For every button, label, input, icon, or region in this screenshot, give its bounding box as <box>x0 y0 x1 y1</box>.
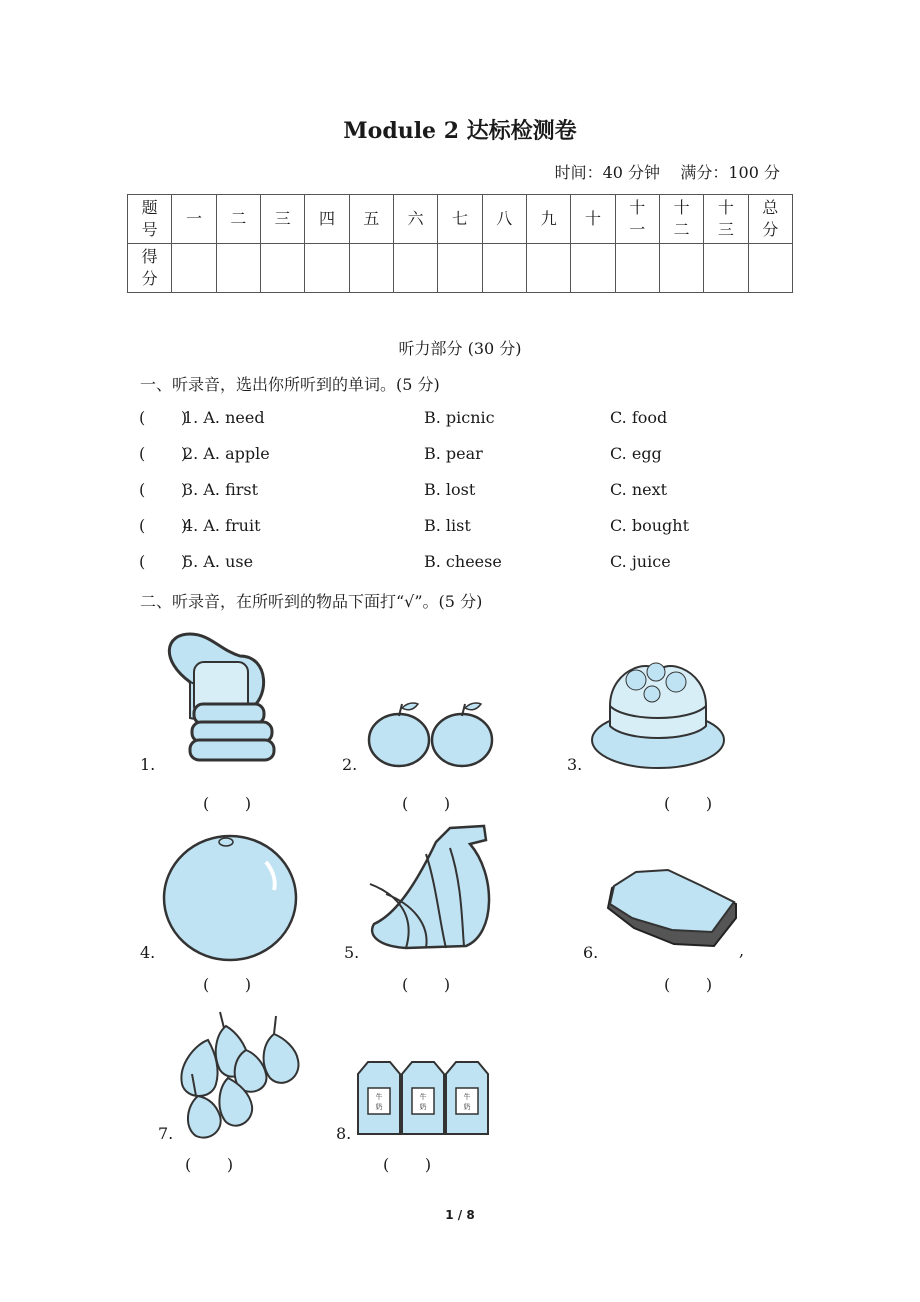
score-column-header: 一 <box>172 195 216 244</box>
score-column-header: 九 <box>526 195 570 244</box>
svg-text:奶: 奶 <box>463 1103 471 1111</box>
answer-blank[interactable]: ( ) <box>139 552 188 571</box>
score-column-header: 十 三 <box>704 195 748 244</box>
score-table-label: 题 号 <box>128 195 172 244</box>
bread-icon <box>160 630 280 770</box>
apples-icon <box>366 700 496 770</box>
score-cell[interactable] <box>305 244 349 293</box>
score-column-header: 二 <box>216 195 260 244</box>
score-column-header: 七 <box>438 195 482 244</box>
score-column-header: 十 二 <box>659 195 703 244</box>
orange-icon <box>162 832 298 962</box>
score-column-header: 十 一 <box>615 195 659 244</box>
pears-icon <box>176 1004 306 1140</box>
score-cell[interactable] <box>615 244 659 293</box>
svg-text:奶: 奶 <box>419 1103 427 1111</box>
answer-blank[interactable]: ( ) <box>139 480 188 499</box>
option-c: C. next <box>610 480 668 499</box>
option-a: 5. A. use <box>183 552 254 571</box>
score-cell[interactable] <box>260 244 304 293</box>
option-b: B. cheese <box>424 552 502 571</box>
option-c: C. bought <box>610 516 689 535</box>
item-number: 5. <box>344 943 360 962</box>
option-b: B. lost <box>424 480 476 499</box>
answer-blank[interactable]: ( ) <box>203 975 252 994</box>
page-number: 1 / 8 <box>445 1208 475 1222</box>
score-cell[interactable] <box>482 244 526 293</box>
cake-icon <box>590 646 726 770</box>
option-a: 4. A. fruit <box>183 516 261 535</box>
score-table <box>127 194 793 293</box>
item-number: 1. <box>140 755 156 774</box>
svg-text:牛: 牛 <box>375 1093 383 1101</box>
stray-comma: , <box>739 941 745 960</box>
answer-blank[interactable]: ( ) <box>139 516 188 535</box>
item-number: 7. <box>158 1124 174 1143</box>
option-a: 1. A. need <box>183 408 265 427</box>
svg-text:牛: 牛 <box>419 1093 427 1101</box>
answer-blank[interactable]: ( ) <box>402 975 451 994</box>
answer-blank[interactable]: ( ) <box>402 794 451 813</box>
answer-blank[interactable]: ( ) <box>203 794 252 813</box>
score-cell[interactable] <box>216 244 260 293</box>
svg-text:牛: 牛 <box>463 1093 471 1101</box>
answer-blank[interactable]: ( ) <box>664 975 713 994</box>
meat-icon <box>604 868 744 952</box>
bananas-icon <box>366 824 502 954</box>
option-c: C. food <box>610 408 668 427</box>
score-cell[interactable] <box>659 244 703 293</box>
score-cell[interactable] <box>172 244 216 293</box>
item-number: 8. <box>336 1124 352 1143</box>
score-column-header: 三 <box>260 195 304 244</box>
item-number: 6. <box>583 943 599 962</box>
score-column-header: 八 <box>482 195 526 244</box>
option-c: C. egg <box>610 444 662 463</box>
answer-blank[interactable]: ( ) <box>139 408 188 427</box>
answer-blank[interactable]: ( ) <box>664 794 713 813</box>
score-cell[interactable] <box>438 244 482 293</box>
score-cell[interactable] <box>748 244 792 293</box>
score-cell[interactable] <box>526 244 570 293</box>
part1-heading: 一、听录音，选出你所听到的单词。(5 分) <box>140 375 440 394</box>
score-column-header: 十 <box>571 195 615 244</box>
score-column-header: 五 <box>349 195 393 244</box>
svg-text:奶: 奶 <box>375 1103 383 1111</box>
score-cell[interactable] <box>571 244 615 293</box>
milk-icon <box>356 1058 492 1138</box>
item-number: 3. <box>567 755 583 774</box>
option-c: C. juice <box>610 552 671 571</box>
page-title: Module 2 达标检测卷 <box>343 118 577 144</box>
score-cell[interactable] <box>393 244 437 293</box>
option-b: B. picnic <box>424 408 495 427</box>
option-a: 2. A. apple <box>183 444 270 463</box>
score-cell[interactable] <box>704 244 748 293</box>
option-b: B. pear <box>424 444 483 463</box>
option-a: 3. A. first <box>183 480 259 499</box>
part2-heading: 二、听录音，在所听到的物品下面打“√”。(5 分) <box>140 592 483 611</box>
score-column-header: 六 <box>393 195 437 244</box>
item-number: 4. <box>140 943 156 962</box>
score-column-header: 总 分 <box>748 195 792 244</box>
item-number: 2. <box>342 755 358 774</box>
listening-section-heading: 听力部分 (30 分) <box>398 339 522 358</box>
score-column-header: 四 <box>305 195 349 244</box>
answer-blank[interactable]: ( ) <box>139 444 188 463</box>
score-cell[interactable] <box>349 244 393 293</box>
option-b: B. list <box>424 516 471 535</box>
time-info: 时间：40 分钟 满分：100 分 <box>554 163 780 182</box>
answer-blank[interactable]: ( ) <box>185 1155 234 1174</box>
score-table-label: 得 分 <box>128 244 172 293</box>
answer-blank[interactable]: ( ) <box>383 1155 432 1174</box>
